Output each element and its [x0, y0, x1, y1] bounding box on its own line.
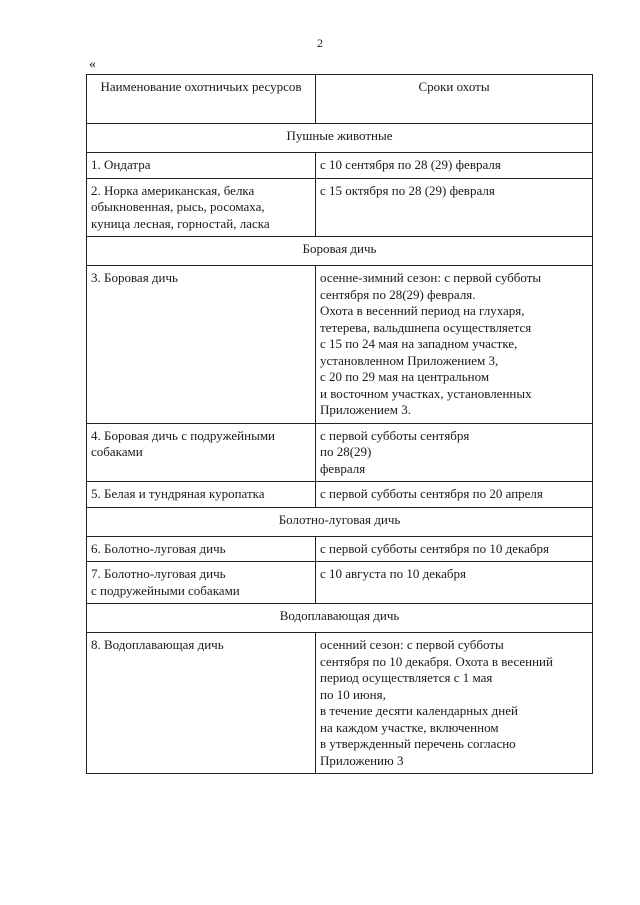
- table-row: [87, 423, 593, 482]
- resource-name-cell: [87, 536, 316, 562]
- resource-name-cell-line: 4. Боровая дичь с подружейными: [91, 427, 276, 443]
- hunting-period-cell: [316, 266, 593, 424]
- resource-name-cell: [87, 423, 316, 482]
- table-row: [87, 482, 593, 508]
- hunting-period-cell-line: с 15 октября по 28 (29) февраля: [320, 182, 495, 198]
- hunting-period-cell-line: с 20 по 29 мая на центральном: [320, 369, 490, 384]
- hunting-period-cell-line: сентября по 28(29) февраля.: [320, 286, 476, 302]
- hunting-period-cell-line: по 28(29): [320, 444, 372, 459]
- hunting-seasons-table: [86, 74, 593, 774]
- resource-name-cell: [87, 266, 316, 424]
- section-title: Боровая дичь: [87, 237, 593, 266]
- resource-name-cell-line: 1. Ондатра: [91, 157, 151, 172]
- header-hunting-period: Сроки охоты: [316, 75, 593, 124]
- resource-name-cell-line: 6. Болотно-луговая дичь: [91, 540, 226, 556]
- hunting-period-cell: [316, 536, 593, 562]
- resource-name-cell: [87, 562, 316, 604]
- hunting-period-cell-line: в течение десяти календарных дней: [320, 703, 518, 718]
- section-title: Болотно-луговая дичь: [87, 507, 593, 536]
- hunting-period-cell-line: Приложению 3: [320, 752, 404, 768]
- section-row: [87, 604, 593, 633]
- hunting-period-cell-line: с первой субботы сентября по 20 апреля: [320, 486, 543, 501]
- resource-name-cell-line: собаками: [91, 444, 143, 459]
- hunting-period-cell: [316, 482, 593, 508]
- resource-name-cell-line: обыкновенная, рысь, росомаха,: [91, 199, 265, 214]
- resource-name-cell-line: 5. Белая и тундряная куропатка: [91, 486, 265, 501]
- opening-quote-mark: «: [89, 57, 96, 72]
- hunting-period-cell: [316, 178, 593, 237]
- hunting-period-cell-line: с 10 сентября по 28 (29) февраля: [320, 157, 501, 172]
- resource-name-cell-line: 8. Водоплавающая дичь: [91, 637, 224, 652]
- hunting-period-cell-line: на каждом участке, включенном: [320, 719, 499, 735]
- hunting-period-cell-line: осенне-зимний сезон: с первой субботы: [320, 270, 542, 285]
- resource-name-cell-line: 3. Боровая дичь: [91, 270, 178, 285]
- hunting-period-cell-line: февраля: [320, 460, 366, 476]
- hunting-period-cell-line: осенний сезон: с первой субботы: [320, 637, 504, 652]
- hunting-period-cell-line: период осуществляется с 1 мая: [320, 670, 493, 685]
- table-row: [87, 562, 593, 604]
- hunting-period-cell: [316, 562, 593, 604]
- hunting-period-cell-line: установленном Приложением 3,: [320, 352, 499, 368]
- hunting-period-cell-line: и восточном участках, установленных: [320, 385, 532, 401]
- table-row: [87, 633, 593, 774]
- hunting-period-cell-line: тетерева, вальдшнепа осуществляется: [320, 319, 532, 335]
- table-row: [87, 536, 593, 562]
- page-number: 2: [317, 36, 323, 50]
- resource-name-cell: [87, 482, 316, 508]
- resource-name-cell: [87, 153, 316, 179]
- resource-name-cell-line: куница лесная, горностай, ласка: [91, 215, 270, 231]
- resource-name-cell: [87, 178, 316, 237]
- hunting-period-cell-line: с 10 августа по 10 декабря: [320, 566, 466, 581]
- hunting-period-cell-line: с 15 по 24 мая на западном участке,: [320, 336, 518, 351]
- table-row: [87, 266, 593, 424]
- hunting-period-cell-line: сентября по 10 декабря. Охота в весенний: [320, 653, 553, 669]
- hunting-period-cell-line: с первой субботы сентября по 10 декабря: [320, 540, 549, 556]
- section-row: [87, 124, 593, 153]
- table-row: [87, 178, 593, 237]
- hunting-period-cell-line: Охота в весенний период на глухаря,: [320, 303, 525, 318]
- hunting-period-cell-line: с первой субботы сентября: [320, 427, 470, 443]
- resource-name-cell-line: 2. Норка американская, белка: [91, 182, 255, 198]
- table-header-row: [87, 75, 593, 124]
- resource-name-cell-line: с подружейными собаками: [91, 582, 240, 598]
- hunting-period-cell: [316, 153, 593, 179]
- header-resource-name: Наименование охотничьих ресурсов: [87, 75, 316, 124]
- hunting-period-cell: [316, 423, 593, 482]
- section-title: Пушные животные: [87, 124, 593, 153]
- hunting-period-cell-line: Приложением 3.: [320, 402, 411, 417]
- section-title: Водоплавающая дичь: [87, 604, 593, 633]
- table-row: [87, 153, 593, 179]
- resource-name-cell-line: 7. Болотно-луговая дичь: [91, 566, 226, 581]
- section-row: [87, 237, 593, 266]
- hunting-period-cell: [316, 633, 593, 774]
- resource-name-cell: [87, 633, 316, 774]
- section-row: [87, 507, 593, 536]
- hunting-period-cell-line: в утвержденный перечень согласно: [320, 736, 516, 751]
- hunting-period-cell-line: по 10 июня,: [320, 686, 386, 702]
